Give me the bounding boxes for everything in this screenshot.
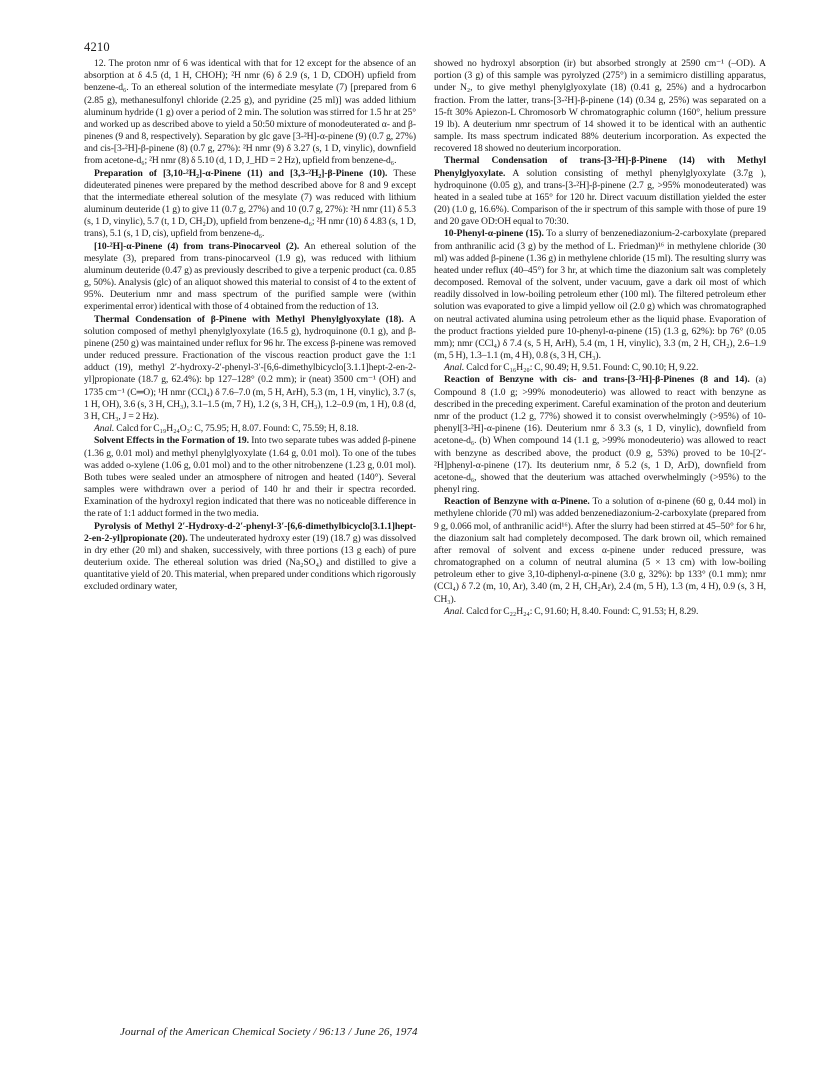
- paragraph-text: A solution consisting of methyl phenylglyoxylate (3.7g ), hydroquinone (0.05 g), and trans-[3-²H]-β-pinene (2.7 g, >95% monodeuterated) was heated in a sealed tube at 165° for 120 hr. Direct vacuum distillation yielded the ester (20) (1.0 g, 16.6%). Comparison of the ir spectrum of this sample with those of pure 19 and 20 gave OD:OH equal to 70:30.: [434, 167, 766, 228]
- page-number: 4210: [84, 40, 110, 54]
- paragraph-text: Calcd for C₁₉H₂₄O₃: C, 75.95; H, 8.07. Found: C, 75.59; H, 8.18.: [114, 423, 359, 435]
- paragraph-text: To a solution of α-pinene (60 g, 0.44 mol) in methylene chloride (70 ml) was added benzenediazonium-2-carboxylate (prepared from 9 g, 0.066 mol, of anthranilic acid¹⁶). After the slurry had been stirred at 45–50° for 6 hr, the diazonium salt had completely decomposed. The dark brown oil, which remained after removal of solvent and excess α-pinene under reduced pressure, was chromatographed on a column of neutral alumina (5 × 13 cm) with low-boiling petroleum ether to give 3,10-diphenyl-α-pinene (3.0 g, 32%): bp 133° (0.1 mm); nmr (CCl₄) δ 7.2 (m, 10, Ar), 3.40 (m, 2 H, CH₂Ar), 2.4 (m, 5 H), 1.3 (m, 4 H), 0.9 (s, 3 H, CH₃).: [434, 496, 766, 605]
- paragraph-text: These dideuterated pinenes were prepared by the method described above for 8 and 9 except that the intermediate ethereal solution of the mesylate (7) was reduced with lithium aluminum deuteride (1 g) to give 11 (0.7 g, 27%) and 10 (0.7 g, 27%): ²H nmr (11) δ 5.3 (s, 1 D, vinylic), 5.7 (t, 1 D, CH₂D), upfield from benzene-d₆; ²H nmr (10) δ 4.83 (s, 1 D, trans), 5.1 (s, 1 D, cis), upfield from benzene-d₆.: [84, 167, 417, 240]
- paragraph-lead: Anal.: [94, 423, 115, 435]
- paragraph: [434, 155, 766, 228]
- paragraph: [434, 374, 766, 496]
- paragraph: [84, 314, 416, 424]
- right-column: [434, 58, 766, 618]
- paragraph-lead: Anal.: [444, 362, 465, 374]
- paragraph-text: The undeuterated hydroxy ester (19) (18.7 g) was dissolved in dry ether (20 ml) and shaken, successively, with three portions (13 g each) of pure deuterium oxide. The ethereal solution was dried (Na₂SO₄) and distilled to give a quantitative yield of 20. This material, when prepared under conditions which rigorously excluded ordinary water,: [84, 532, 416, 593]
- paragraph-heading: Preparation of [3,10-²H₂]-α-Pinene (11) and [3,3-²H₂]-β-Pinene (10).: [94, 167, 388, 179]
- paragraph-heading: [10-²H]-α-Pinene (4) from trans-Pinocarveol (2).: [94, 240, 300, 252]
- paragraph-text: 12. The proton nmr of 6 was identical with that for 12 except for the absence of an absorption at δ 4.5 (d, 1 H, CHOH); ²H nmr (6) δ 2.9 (s, 1 D, CDOH) upfield from benzene-d₆. To an ethereal solution of the intermediate mesylate (7) [prepared from 6 (2.85 g), methanesulfonyl chloride (2.25 g), and pyridine (25 ml)] was added lithium aluminum hydride (1 g) over a period of 2 min. The solution was stirred for 1.5 hr at 25° and worked up as described above to yield a 50:50 mixture of monodeuterated α- and β-pinenes (9 and 8, respectively). Separation by glc gave [3-²H]-α-pinene (9) (0.7 g, 27%) and cis-[3-²H]-β-pinene (8) (0.7 g, 27%): ²H nmr (9) δ 3.27 (s, 1 D, vinylic), downfield from acetone-d₆; ²H nmr (8) δ 5.10 (d, 1 D, J_HD = 2 Hz), upfield from benzene-d₆.: [84, 58, 416, 167]
- paragraph: [84, 58, 416, 168]
- paragraph: [434, 58, 766, 155]
- paragraph-text: Into two separate tubes was added β-pinene (1.36 g, 0.01 mol) and methyl phenylglyoxylate (1.64 g, 0.01 mol). To one of the tubes was added o-xylene (1.06 g, 0.01 mol) and to the other nitrobenzene (1.23 g, 0.01 mol). Both tubes were sealed under an atmosphere of nitrogen and heated (140°). Several samples were withdrawn over a period of 140 hr and their ir spectra recorded. Examination of the hydroxyl region indicated that there was no noticeable difference in the rate of 1:1 adduct formed in the two media.: [84, 435, 416, 520]
- paragraph: [434, 496, 766, 606]
- paragraph-heading: Reaction of Benzyne with cis- and trans-[3-²H]-β-Pinenes (8 and 14).: [444, 374, 750, 386]
- paragraph-heading: Pyrolysis of Methyl 2′-Hydroxy-d-2′-phenyl-3′-[6,6-dimethylbicyclo[3.1.1]hept-2-en-2-yl]propionate (20).: [84, 520, 416, 544]
- paragraph-text: showed no hydroxyl absorption (ir) but absorbed strongly at 2590 cm⁻¹ (–OD). A portion (3 g) of this sample was pyrolyzed (275°) in a semimicro distilling apparatus, under N₂, to give methyl phenylglyoxylate (18) (0.41 g, 25%) and a hydrocarbon fraction. From the latter, trans-[3-²H]-β-pinene (14) (0.34 g, 25%) was separated on a 15-ft 30% Apiezon-L Chromosorb W chromatographic column (160°, helium pressure 19 lb). A deuterium nmr spectrum of 14 showed it to be identical with an authentic sample. Its mass spectrum indicated 88% deuterium incorporation. As expected the recovered 18 showed no deuterium incorporation.: [434, 58, 766, 155]
- paragraph: [84, 241, 416, 314]
- left-column: [84, 58, 416, 594]
- paragraph: [434, 606, 766, 618]
- paragraph-text: An ethereal solution of the mesylate (3), prepared from trans-pinocarveol (1.9 g), was reduced with lithium aluminum deuteride (0.47 g) as previously described to give a terpenic product (ca. 0.85 g, 50%). Analysis (glc) of an aliquot showed this material to consist of 4 to the extent of 95%. Deuterium nmr and mass spectrum of the purified sample were (within experimental error) identical with those of 4 obtained from the reduction of 13.: [84, 240, 416, 313]
- paragraph-text: (a) Compound 8 (1.0 g; >99% monodeuterio) was allowed to react with benzyne as described in the preceding experiment. Careful examination of the proton and deuterium nmr of the product (1.2 g, 77%) showed it to consist overwhelmingly (>95%) of 10-phenyl[3-²H]-α-pinene (16). Deuterium nmr δ 3.3 (s, 1 D, vinylic), downfield from acetone-d₆. (b) When compound 14 (1.1 g, >99% monodeuterio) was allowed to react with benzyne as described above, the product (0.9 g, 53%) proved to be 10-[2′-²H]phenyl-α-pinene (17). Its deuterium nmr, δ 5.2 (s, 1 D, ArD), downfield from acetone-d₆, showed that the deuterium was attached overwhelmingly (>95%) to the phenyl ring.: [434, 374, 766, 496]
- paragraph-heading: 10-Phenyl-α-pinene (15).: [444, 228, 544, 240]
- paragraph-text: To a slurry of benzenediazonium-2-carboxylate (prepared from anthranilic acid (3 g) by the method of L. Friedman)¹⁶ in methylene chloride (30 ml) was added β-pinene (1.36 g) in methylene chloride (15 ml). The resulting slurry was heated under reflux (40–45°) for 3 hr, at which time the diazonium salt was completely decomposed. Removal of the solvent, under vacuum, gave a dark oil most of which readily dissolved in low-boiling petroleum ether (100 ml). The filtered petroleum ether solution was evaporated to give a limpid yellow oil (2.0 g) which was chromatographed on neutral activated alumina using petroleum ether as the liquid phase. Evaporation of the product fractions yielded pure 10-phenyl-α-pinene (15) (1.3 g, 62%): bp 76° (0.05 mm); nmr (CCl₄) δ 7.4 (s, 5 H, ArH), 5.4 (m, 1 H, vinylic), 3.3 (m, 2 H, CH₂), 2.6–1.9 (m, 5 H), 1.3–1.1 (m, 4 H), 0.8 (s, 3 H, CH₃).: [434, 228, 766, 362]
- paragraph-heading: Thermal Condensation of β-Pinene with Methyl Phenylglyoxylate (18).: [94, 313, 404, 325]
- paragraph-text: A solution composed of methyl phenylglyoxylate (16.5 g), hydroquinone (0.1 g), and β-pinene (250 g) was maintained under reflux for 96 hr. The excess β-pinene was removed under reduced pressure. Fractionation of the viscous reaction product gave the 1:1 adduct (19), methyl 2′-hydroxy-2′-phenyl-3′-[6,6-dimethylbicyclo[3.1.1]hept-2-en-2-yl]propionate (18.7 g, 62.4%): bp 127–128° (0.2 mm); ir (neat) 3500 cm⁻¹ (OH) and 1735 cm⁻¹ (C═O); ¹H nmr (CCl₄) δ 7.6–7.0 (m, 5 H, ArH), 5.3 (m, 1 H, vinylic), 3.7 (s, 1 H, OH), 3.6 (s, 3 H, CH₃), 3.1–1.5 (m, 7 H), 1.2 (s, 3 H, CH₃), 1.2–0.9 (m, 1 H), 0.8 (d, 3 H, CH₃, J = 2 Hz).: [84, 313, 416, 422]
- paragraph: [84, 521, 416, 594]
- paragraph-heading: Solvent Effects in the Formation of 19.: [94, 435, 249, 447]
- paragraph: [434, 362, 766, 374]
- paragraph: [84, 423, 416, 435]
- paragraph-lead: Anal.: [444, 605, 465, 617]
- paragraph-heading: Thermal Condensation of trans-[3-²H]-β-Pinene (14) with Methyl Phenylglyoxylate.: [434, 155, 766, 179]
- paragraph-text: Calcd for C₂₂H₂₄: C, 91.60; H, 8.40. Found: C, 91.53; H, 8.29.: [464, 605, 699, 617]
- journal-footer: Journal of the American Chemical Society / 96:13 / June 26, 1974: [120, 1026, 418, 1038]
- paragraph-heading: Reaction of Benzyne with α-Pinene.: [444, 496, 590, 508]
- paragraph: [84, 168, 416, 241]
- paragraph: [434, 228, 766, 362]
- paragraph-text: Calcd for C₁₆H₂₀: C, 90.49; H, 9.51. Found: C, 90.10; H, 9.22.: [464, 362, 699, 374]
- paragraph: [84, 435, 416, 520]
